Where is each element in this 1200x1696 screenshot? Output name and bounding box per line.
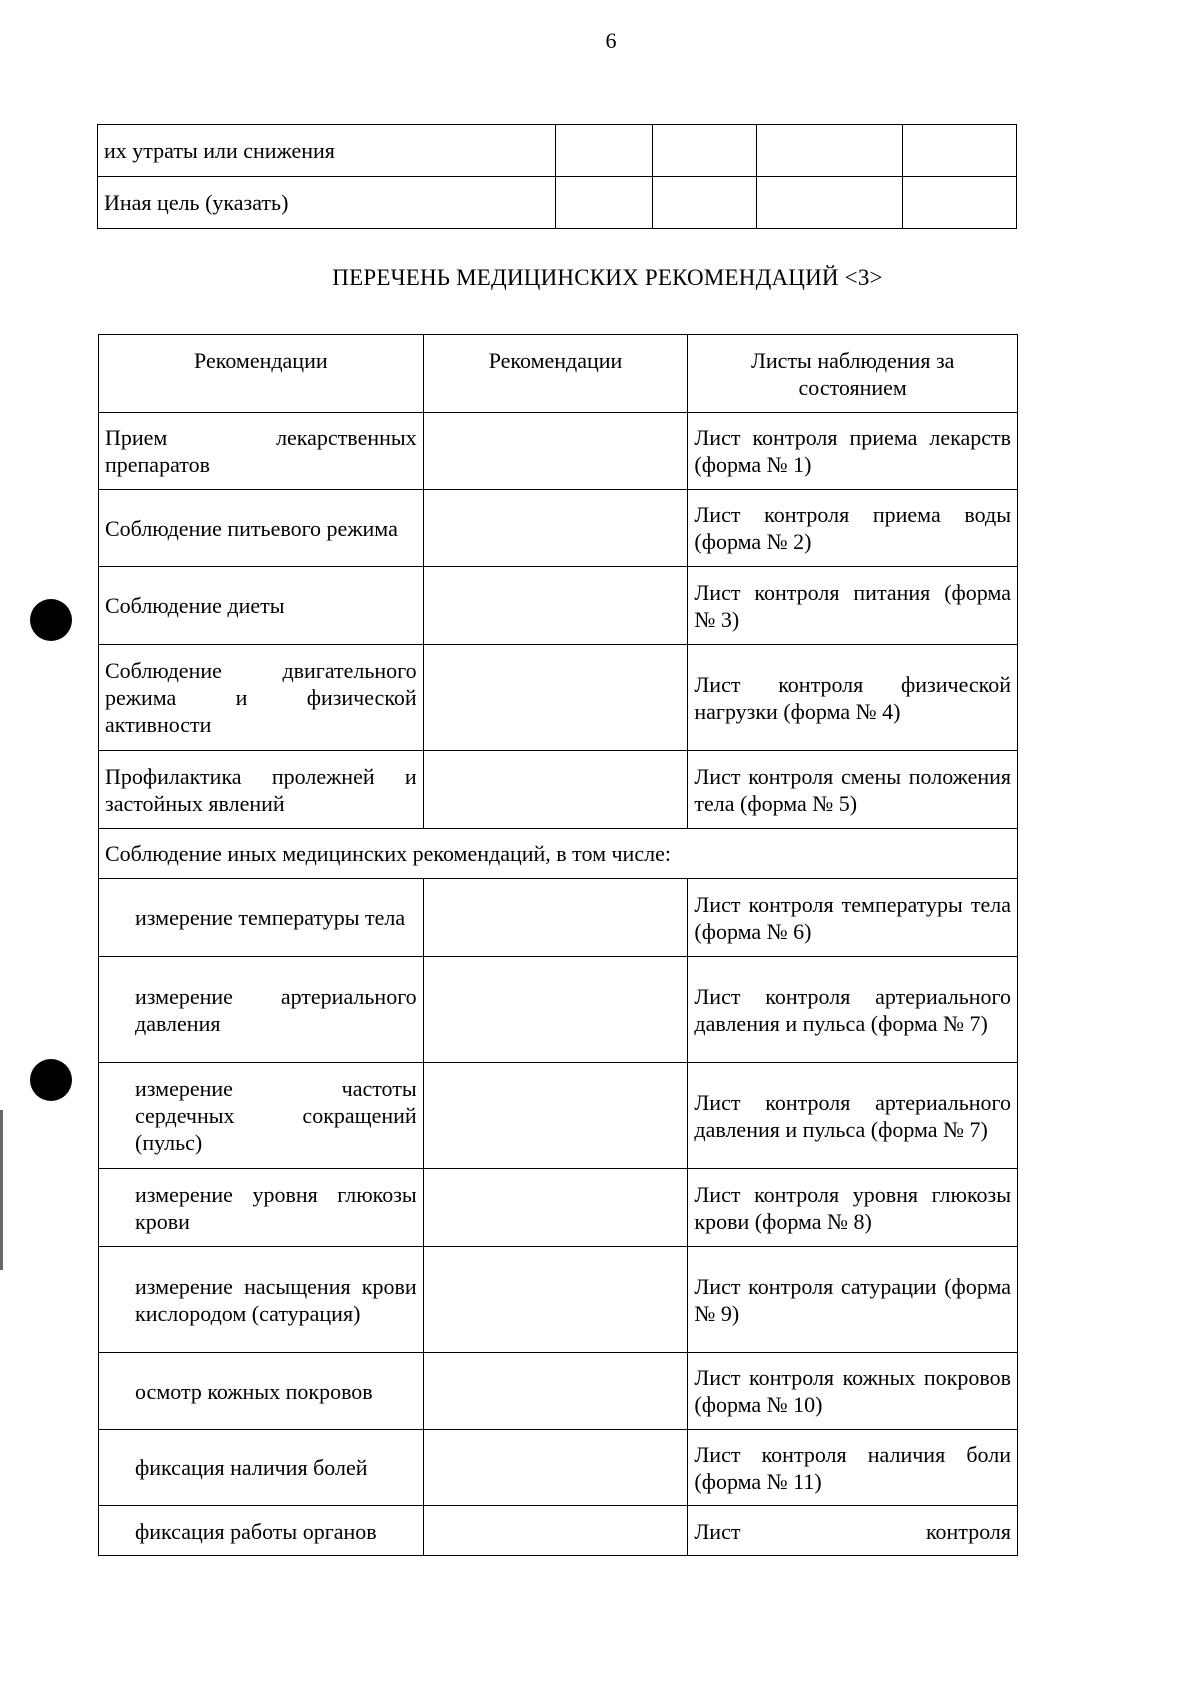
empty-cell[interactable] [423, 1430, 688, 1506]
recommendation-cell: осмотр кожных покровов [99, 1353, 424, 1430]
table-header-row [99, 335, 1018, 413]
empty-cell[interactable] [423, 957, 688, 1063]
binder-hole-lower [30, 1059, 72, 1101]
row-label: их утраты или снижения [98, 125, 556, 177]
table-row [99, 1247, 1018, 1353]
recommendation-cell: Прием лекарственных препаратов [99, 413, 424, 490]
table-row [99, 413, 1018, 490]
sheet-cell: Лист контроля артериального давления и пульса (форма № 7) [688, 1063, 1018, 1169]
empty-cell[interactable] [423, 751, 688, 829]
group-row [99, 829, 1018, 879]
empty-cell[interactable] [423, 645, 688, 751]
column-header: Рекомендации [99, 335, 424, 413]
sheet-cell: Лист контроля кожных покровов (форма № 10) [688, 1353, 1018, 1430]
sheet-cell: Лист контроля питания (форма № 3) [688, 567, 1018, 645]
table-row [99, 645, 1018, 751]
section-title: ПЕРЕЧЕНЬ МЕДИЦИНСКИХ РЕКОМЕНДАЦИЙ <3> [332, 265, 883, 290]
page-number: 6 [605, 28, 617, 53]
sheet-cell: Лист контроля приема воды (форма № 2) [688, 490, 1018, 567]
empty-cell[interactable] [555, 125, 653, 177]
sheet-cell: Лист контроля приема лекарств (форма № 1) [688, 413, 1018, 490]
sheet-cell: Лист контроля артериального давления и пульса (форма № 7) [688, 957, 1018, 1063]
table-row [98, 177, 1017, 229]
empty-cell[interactable] [423, 413, 688, 490]
empty-cell[interactable] [423, 1063, 688, 1169]
table-row [99, 1169, 1018, 1247]
sheet-cell: Лист контроля уровня глюкозы крови (форма № 8) [688, 1169, 1018, 1247]
empty-cell[interactable] [757, 177, 903, 229]
table-row [98, 125, 1017, 177]
empty-cell[interactable] [903, 125, 1017, 177]
empty-cell[interactable] [757, 125, 903, 177]
recommendation-cell: Соблюдение питьевого режима [99, 490, 424, 567]
column-header: Листы наблюдения за состоянием [688, 335, 1018, 413]
empty-cell[interactable] [903, 177, 1017, 229]
table-row [99, 1506, 1018, 1556]
table-row [99, 1063, 1018, 1169]
table-row [99, 567, 1018, 645]
sheet-cell: Лист контроля температуры тела (форма № 6) [688, 879, 1018, 957]
sheet-cell: Лист контроля смены положения тела (форма № 5) [688, 751, 1018, 829]
sheet-cell: Лист контроля [688, 1506, 1018, 1556]
empty-cell[interactable] [423, 1169, 688, 1247]
table-row [99, 879, 1018, 957]
recommendation-cell: измерение насыщения крови кислородом (сатурация) [99, 1247, 424, 1353]
recommendations-table [98, 334, 1018, 1556]
table-row [99, 1430, 1018, 1506]
empty-cell[interactable] [555, 177, 653, 229]
table-row [99, 957, 1018, 1063]
recommendation-cell: Соблюдение диеты [99, 567, 424, 645]
sheet-cell: Лист контроля наличия боли (форма № 11) [688, 1430, 1018, 1506]
empty-cell[interactable] [423, 490, 688, 567]
group-label: Соблюдение иных медицинских рекомендаций, в том числе: [99, 829, 1018, 879]
recommendation-cell: фиксация наличия болей [99, 1430, 424, 1506]
table-row [99, 490, 1018, 567]
binder-hole-upper [30, 599, 72, 641]
sheet-cell: Лист контроля физической нагрузки (форма № 4) [688, 645, 1018, 751]
goals-table-continuation [97, 124, 1017, 229]
column-header: Рекомендации [423, 335, 688, 413]
empty-cell[interactable] [423, 1506, 688, 1556]
empty-cell[interactable] [653, 125, 757, 177]
recommendation-cell: измерение артериального давления [99, 957, 424, 1063]
sheet-cell: Лист контроля сатурации (форма № 9) [688, 1247, 1018, 1353]
empty-cell[interactable] [423, 567, 688, 645]
empty-cell[interactable] [423, 1247, 688, 1353]
row-label: Иная цель (указать) [98, 177, 556, 229]
empty-cell[interactable] [423, 879, 688, 957]
recommendation-cell: измерение частоты сердечных сокращений (пульс) [99, 1063, 424, 1169]
recommendation-cell: фиксация работы органов [99, 1506, 424, 1556]
recommendation-cell: измерение уровня глюкозы крови [99, 1169, 424, 1247]
scan-edge-mark [0, 1110, 3, 1270]
empty-cell[interactable] [653, 177, 757, 229]
recommendation-cell: измерение температуры тела [99, 879, 424, 957]
recommendation-cell: Соблюдение двигательного режима и физической активности [99, 645, 424, 751]
table-row [99, 1353, 1018, 1430]
recommendation-cell: Профилактика пролежней и застойных явлений [99, 751, 424, 829]
empty-cell[interactable] [423, 1353, 688, 1430]
table-row [99, 751, 1018, 829]
